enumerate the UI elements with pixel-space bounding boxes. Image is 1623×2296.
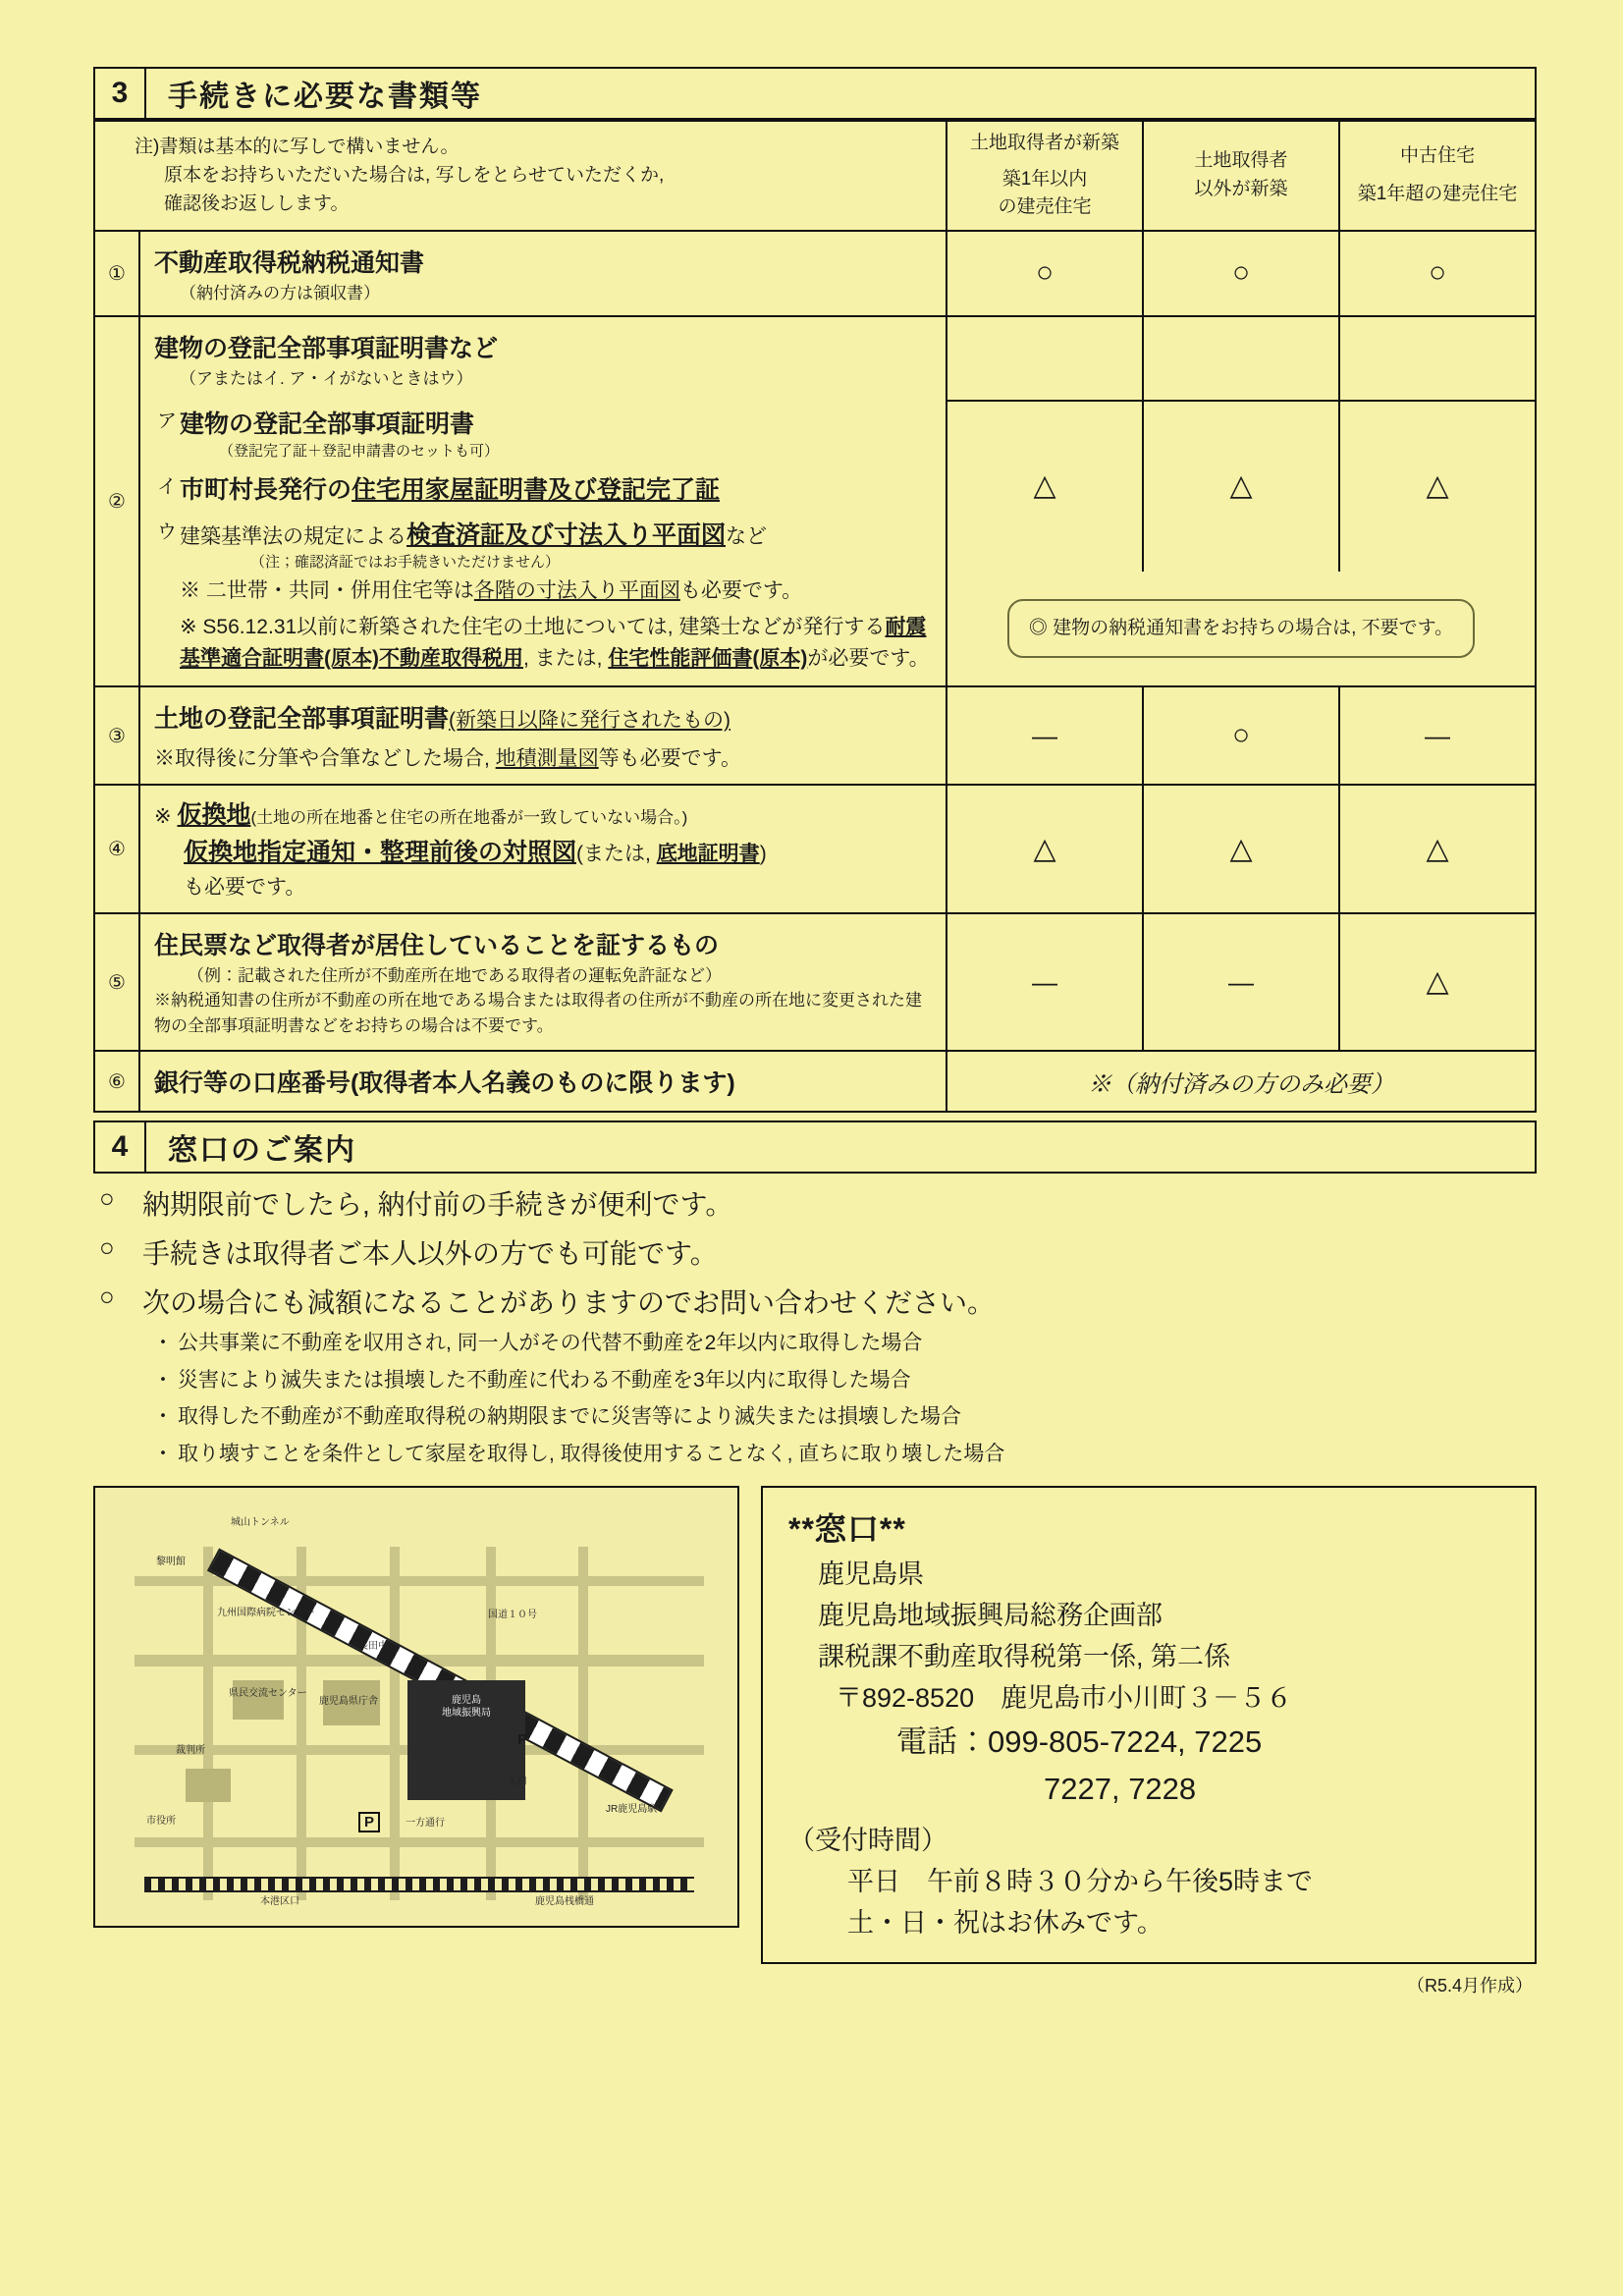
- row-3-mark-2: ○: [1143, 686, 1339, 785]
- bullet-text: 災害により滅失または損壊した不動産に代わる不動産を3年以内に取得した場合: [178, 1368, 911, 1392]
- row-4-mark-1: △: [947, 785, 1143, 913]
- row-1-mark-2: ○: [1143, 231, 1339, 316]
- row-1-number: ①: [94, 231, 139, 316]
- row-1-mark-3: ○: [1339, 231, 1536, 316]
- section-3-number: 3: [95, 69, 146, 118]
- col3-line2: 築1年超の建売住宅: [1357, 183, 1518, 204]
- row-2-mark-1: △: [947, 401, 1143, 572]
- bullet-dot-icon: ・: [152, 1368, 174, 1392]
- access-map: [93, 1486, 739, 1928]
- row-2-note-2-underlined-2: 住宅性能評価書(原本): [608, 646, 808, 670]
- col2-line2: 以外が新築: [1194, 178, 1288, 199]
- item-i-main-pre: 市町村長発行の: [180, 475, 352, 504]
- contact-hours-label: （受付時間）: [788, 1826, 947, 1856]
- table-row: [94, 1051, 1536, 1112]
- table-row: [94, 913, 1536, 1051]
- map-label-12: JR鹿児島駅: [606, 1804, 658, 1816]
- row-2-mark-3: △: [1339, 401, 1536, 572]
- contact-telephone: 電話：099-805-7224, 7225: [896, 1724, 1263, 1760]
- contact-hours-closed: 土・日・祝はお休みです。: [847, 1908, 1163, 1939]
- contact-hours-weekday: 平日 午前８時３０分から午後5時まで: [847, 1867, 1314, 1897]
- map-parking-icon-1: P: [517, 1731, 528, 1749]
- row-4-line-1-pre: ※: [154, 805, 178, 828]
- documents-table: [93, 120, 1537, 1113]
- contact-telephone-2: 7227, 7228: [1044, 1772, 1197, 1807]
- row-2-cell-1: [947, 316, 1143, 401]
- row-1-content: [139, 231, 947, 316]
- col1-line1: 土地取得者が新築: [969, 133, 1119, 153]
- row-3-mark-1: ―: [947, 686, 1143, 785]
- bullet-text: 取り壊すことを条件として家屋を取得し, 取得後使用することなく, 直ちに取り壊した場合: [178, 1442, 1005, 1465]
- row-2-title: 建物の登記全部事項証明書など: [154, 334, 499, 362]
- section-4-number: 4: [95, 1122, 146, 1172]
- map-label-7: 鹿児島県庁舎: [319, 1696, 378, 1708]
- bullet-dot-icon: ・: [152, 1405, 174, 1429]
- row-3-content: [139, 686, 947, 785]
- col1-line2: 築1年以内: [1001, 168, 1088, 190]
- row-2-bubble-cell: [947, 572, 1536, 687]
- row-2-cell-3: [1339, 316, 1536, 401]
- map-railway: [144, 1877, 694, 1892]
- section-3-header: [93, 67, 1537, 120]
- row-5-content: [139, 913, 947, 1051]
- guide-bullets: [148, 1327, 1537, 1470]
- row-4-mark-3: △: [1339, 785, 1536, 913]
- row-3-note-pre: ※取得後に分筆や合筆などした場合,: [154, 747, 496, 770]
- row-2-cell-2: [1143, 316, 1339, 401]
- row-4-number: ④: [94, 785, 139, 913]
- column-header-new-build-by-land-owner: [947, 121, 1143, 231]
- map-road-h4: [135, 1837, 704, 1847]
- notice-line-1: 注)書類は基本的に写しで構いません。: [135, 136, 460, 157]
- item-u-sub: （注；確認済証ではお手続きいただけません）: [250, 553, 561, 571]
- table-row: [94, 316, 1536, 401]
- row-1-mark-1: ○: [947, 231, 1143, 316]
- guide-line-3-text: 次の場合にも減額になることがありますのでお問い合わせください。: [142, 1287, 996, 1318]
- map-label-5: 県民交流センター: [229, 1688, 307, 1700]
- map-label-6: 裁判所: [176, 1745, 205, 1757]
- list-item: [148, 1438, 1537, 1471]
- row-2-note-1-pre: ※ 二世帯・共同・併用住宅等は: [180, 578, 474, 602]
- item-i-main-underlined: 住宅用家屋証明書及び登記完了証: [352, 475, 721, 504]
- row-4-line-2-post: (または,: [576, 842, 657, 865]
- row-4-line-2-end: ): [759, 842, 767, 865]
- row-4-line-1-underlined: 仮換地: [177, 801, 251, 829]
- contact-address: 〒892-8520 鹿児島市小川町３－５６: [836, 1682, 1293, 1713]
- bullet-text: 取得した不動産が不動産取得税の納期限までに災害等により滅失または損壊した場合: [178, 1405, 961, 1429]
- row-3-mark-3: ―: [1339, 686, 1536, 785]
- map-block-3: [186, 1769, 231, 1802]
- map-label-2: 九州国際病院センター: [217, 1608, 315, 1619]
- circle-icon: ○: [99, 1282, 115, 1311]
- item-i-kana: イ: [157, 475, 177, 498]
- map-label-14: 鹿児島桟橋通: [535, 1896, 594, 1908]
- guide-line-2-text: 手続きは取得者ご本人以外の方でも可能です。: [142, 1238, 718, 1269]
- row-2-notes-cell: [139, 572, 947, 687]
- map-label-0: 城山トンネル: [231, 1517, 290, 1529]
- column-header-new-build-by-other: [1143, 121, 1339, 231]
- row-2-item-i: [154, 470, 934, 506]
- map-label-10: 入口: [508, 1777, 527, 1788]
- table-row: [94, 686, 1536, 785]
- row-2-note-2-post: が必要です。: [807, 646, 930, 670]
- map-label-1: 黎明館: [156, 1557, 186, 1568]
- contact-org-1: 鹿児島県: [818, 1558, 924, 1589]
- notice-line-3: 確認後お返しします。: [164, 193, 350, 215]
- guide-line-1-text: 納期限前でしたら, 納付前の手続きが便利です。: [142, 1189, 733, 1220]
- row-5-note: ※納税通知書の住所が不動産の所在地である場合または取得者の住所が不動産の所在地に変更された建物の全部事項証明書などをお持ちの場合は不要です。: [154, 991, 922, 1035]
- col2-line1: 土地取得者: [1194, 150, 1288, 172]
- row-3-number: ③: [94, 686, 139, 785]
- section-4-title: 窓口のご案内: [168, 1134, 356, 1167]
- map-parking-icon-2: P: [358, 1812, 380, 1832]
- item-u-main-pre: 建築基準法の規定による: [180, 524, 406, 548]
- row-5-mark-2: ―: [1143, 913, 1339, 1051]
- map-road-v1: [203, 1547, 213, 1900]
- row-2-note-1: [180, 575, 934, 607]
- section-4-header: [93, 1121, 1537, 1174]
- bullet-text: 公共事業に不動産を収用され, 同一人がその代替不動産を2年以内に取得した場合: [178, 1332, 923, 1354]
- table-row: [94, 231, 1536, 316]
- contact-org-3: 課税課不動産取得税第一係, 第二係: [818, 1641, 1231, 1671]
- notice-cell: [94, 121, 947, 231]
- item-a-main: 建物の登記全部事項証明書: [180, 410, 475, 438]
- col1-line3: の建売住宅: [998, 196, 1092, 217]
- map-road-v5: [578, 1547, 588, 1900]
- document-sheet: [93, 67, 1537, 2178]
- column-header-used-house: [1339, 121, 1536, 231]
- row-2-items-cell: [139, 401, 947, 572]
- row-3-title-underlined: (新築日以降に発行されたもの): [449, 709, 731, 732]
- row-5-title: 住民票など取得者が居住していることを証するもの: [154, 932, 720, 959]
- list-item: [148, 1400, 1537, 1434]
- bullet-dot-icon: ・: [152, 1332, 174, 1354]
- row-4-line-1-post: (土地の所在地番と住宅の所在地番が一致していない場合。): [250, 808, 688, 827]
- footer-note: （R5.4月作成）: [1406, 1975, 1533, 1995]
- section-3-title: 手続きに必要な書類等: [168, 81, 482, 113]
- map-building-shinkokyoku: 鹿児島 地域振興局: [407, 1680, 525, 1800]
- row-2-note-2-mid: , または,: [523, 646, 609, 670]
- row-3-title-pre: 土地の登記全部事項証明書: [154, 705, 450, 733]
- bottom-section: [93, 1486, 1537, 1995]
- row-5-mark-1: ―: [947, 913, 1143, 1051]
- row-6-span-text: ※（納付済みの方のみ必要）: [947, 1051, 1536, 1112]
- guide-line-1: [99, 1183, 1537, 1223]
- map-label-4: 長田中: [358, 1641, 388, 1653]
- map-label-8: 市役所: [146, 1816, 176, 1828]
- item-u-kana: ウ: [157, 520, 177, 543]
- row-2-item-a: [154, 405, 934, 461]
- list-item: [148, 1364, 1537, 1397]
- row-2-sub: （アまたはイ. ア・イがないときはウ）: [180, 368, 473, 388]
- row-4-mark-2: △: [1143, 785, 1339, 913]
- item-u-main-underlined: 検査済証及び寸法入り平面図: [406, 520, 727, 549]
- contact-org-2: 鹿児島地域振興局総務企画部: [818, 1600, 1163, 1630]
- row-2-note-1-post: も必要です。: [679, 578, 803, 602]
- callout-bubble: ◎ 建物の納税通知書をお持ちの場合は, 不要です。: [1007, 599, 1475, 659]
- row-2-mark-2: △: [1143, 401, 1339, 572]
- guide-list: [93, 1183, 1537, 1470]
- notice-line-2: 原本をお持ちいただいた場合は, 写しをとらせていただくか,: [164, 165, 665, 187]
- table-header-row: [94, 121, 1536, 231]
- item-a-kana: ア: [157, 410, 177, 432]
- list-item: [148, 1327, 1537, 1360]
- row-2-note-1-underlined: 各階の寸法入り平面図: [473, 578, 680, 602]
- row-3-note: [154, 742, 934, 772]
- row-3-note-post: 等も必要です。: [598, 747, 741, 770]
- contact-title: **窓口**: [788, 1511, 906, 1548]
- item-u-main-post: など: [726, 524, 768, 548]
- row-5-number: ⑤: [94, 913, 139, 1051]
- row-2-note-2: [180, 612, 934, 674]
- row-2-number: ②: [94, 316, 139, 687]
- circle-icon: ○: [99, 1232, 115, 1262]
- row-4-line-1: [154, 797, 934, 835]
- table-row: [94, 785, 1536, 913]
- row-6-number: ⑥: [94, 1051, 139, 1112]
- row-1-title: 不動産取得税納税通知書: [154, 248, 425, 277]
- table-row: [94, 401, 1536, 572]
- row-2-title-cell: [139, 316, 947, 401]
- row-3-title: [154, 699, 934, 735]
- guide-line-2: [99, 1232, 1537, 1272]
- bullet-dot-icon: ・: [152, 1442, 174, 1465]
- row-5-sub: （例：記載された住所が不動産所在地である取得者の運転免許証など）: [188, 966, 722, 985]
- row-4-line-2-underlined-2: 底地証明書: [656, 842, 760, 865]
- row-4-line-3: も必要です。: [184, 876, 306, 899]
- map-label-13: 本港区口: [260, 1896, 299, 1908]
- row-4-line-2-underlined: 仮換地指定通知・整理前後の対照図: [184, 838, 577, 866]
- row-4-line-2: [154, 835, 934, 872]
- row-1-sub: （納付済みの方は領収書）: [180, 283, 380, 302]
- contact-box: [761, 1486, 1537, 1964]
- row-2-item-u: [154, 516, 934, 572]
- row-2-note-2-underlined: 耐震基準適合証明書(原本)不動産取得税用: [180, 616, 927, 670]
- row-4-content: [139, 785, 947, 913]
- row-5-mark-3: △: [1339, 913, 1536, 1051]
- map-label-11: 一方通行: [406, 1818, 445, 1830]
- row-3-note-underlined: 地積測量図: [495, 747, 599, 770]
- col3-line1: 中古住宅: [1399, 145, 1475, 167]
- map-label-3: 国道１０号: [488, 1610, 537, 1621]
- circle-icon: ○: [99, 1183, 115, 1213]
- row-6-title: 銀行等の口座番号(取得者本人名義のものに限ります): [139, 1051, 947, 1112]
- guide-line-3: [99, 1282, 1537, 1321]
- item-a-sub: （登記完了証＋登記申請書のセットも可）: [219, 442, 500, 460]
- row-2-note-2-pre: ※ S56.12.31以前に新築された住宅の土地については, 建築士などが発行する: [180, 616, 886, 638]
- table-row: [94, 572, 1536, 687]
- map-road-v3: [390, 1547, 400, 1900]
